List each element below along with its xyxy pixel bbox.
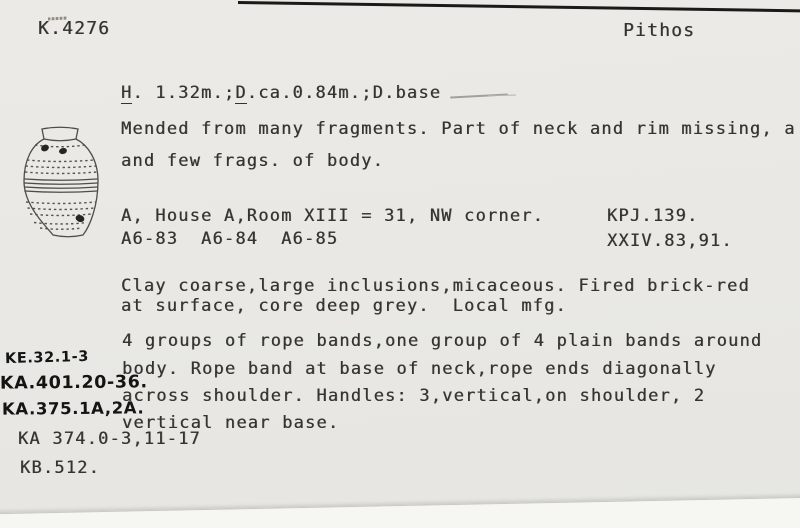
condition-line-2: and few frags. of body.: [121, 151, 385, 171]
reference-xxiv: XXIV.83,91.: [607, 231, 733, 251]
scan-edge-top-line: [238, 1, 800, 12]
dimensions-line: H. 1.32m.;D.ca.0.84m.;D.base: [121, 83, 442, 103]
vase-neck-line: [44, 139, 76, 141]
card-bottom-edge: [0, 497, 800, 528]
decoration-line-1: 4 groups of rope bands,one group of 4 plain bands around: [122, 331, 763, 351]
negative-numbers-line: KA 374.0-3,11-17: [18, 429, 201, 449]
fabric-line-1: Clay coarse,large inclusions,micaceous. Fired brick-red: [121, 276, 750, 296]
reference-kpj: KPJ.139.: [607, 206, 699, 226]
accession-number: K.4276: [38, 18, 111, 39]
decoration-line-4: vertical near base.: [122, 413, 340, 433]
object-type-label: Pithos: [623, 20, 696, 41]
handwritten-ref-ke: KE.32.1-3: [4, 348, 90, 368]
handwritten-ref-ka375: KA.375.1A,2A.: [1, 398, 145, 419]
findspot-line-2: A6-83 A6-84 A6-85: [121, 229, 339, 249]
height-abbrev: H: [121, 83, 133, 103]
kb-number-line: KB.512.: [20, 458, 101, 478]
decoration-line-2: body. Rope band at base of neck,rope ends diagonally: [122, 359, 717, 379]
pithos-sketch: [20, 124, 102, 242]
condition-line-1: Mended from many fragments. Part of neck and rim missing, a: [121, 119, 796, 139]
findspot-line-1: A, House A,Room XIII = 31, NW corner.: [121, 206, 545, 226]
decoration-line-3: across shoulder. Handles: 3,vertical,on shoulder, 2: [122, 386, 706, 406]
diameter-abbrev: D: [235, 83, 247, 103]
handwritten-ref-ka401: KA.401.20-36.: [0, 372, 148, 394]
fabric-line-2: at surface, core deep grey. Local mfg.: [121, 296, 567, 316]
vase-outline: [24, 127, 98, 237]
pencil-dash-line: [450, 93, 508, 98]
